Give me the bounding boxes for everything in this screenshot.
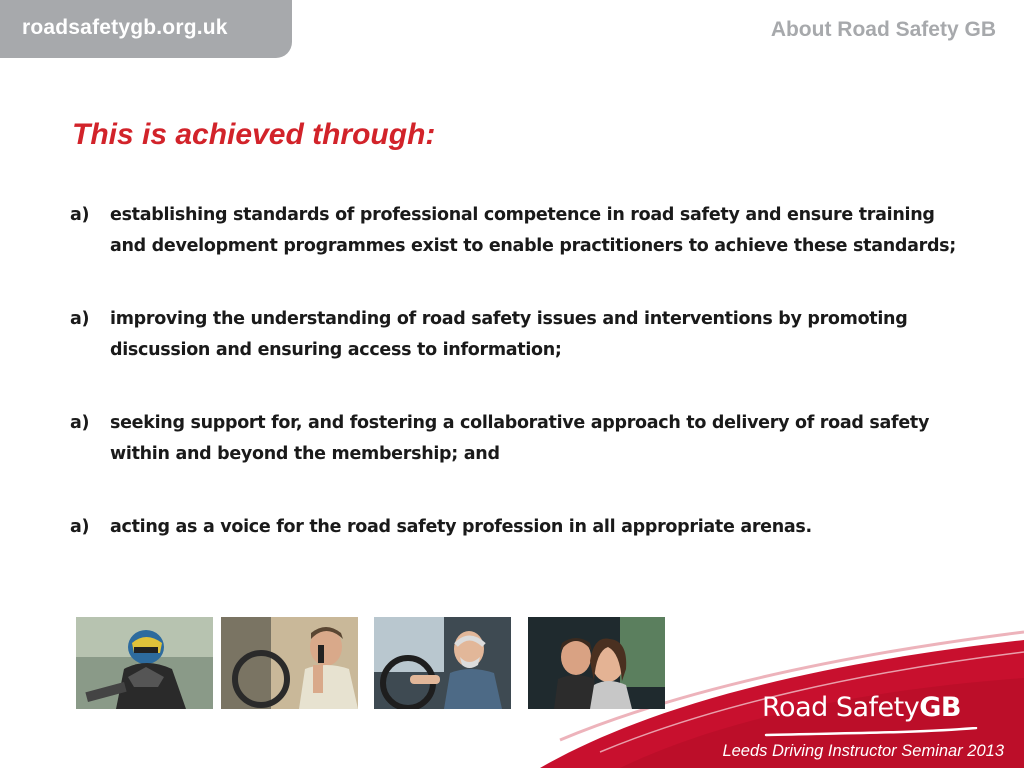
list-marker: a) — [70, 309, 90, 329]
section-title: About Road Safety GB — [770, 18, 996, 41]
list-marker: a) — [70, 517, 90, 537]
list-marker: a) — [70, 205, 90, 225]
list-item-text: establishing standards of professional competence in road safety and ensure training and development programmes exist to enable practitioners to achieve these standards; — [110, 205, 956, 256]
motorcyclist-photo — [76, 617, 213, 709]
footer-event-title: Leeds Driving Instructor Seminar 2013 — [722, 742, 1004, 760]
list-item-text: seeking support for, and fostering a collaborative approach to delivery of road safety within and beyond the membership; and — [110, 413, 930, 464]
older-driver-photo — [374, 617, 511, 709]
list-item-text: improving the understanding of road safety issues and interventions by promoting discussion and ensuring access to information; — [110, 309, 908, 360]
logo-wordmark: Road Safety — [762, 692, 920, 723]
logo-gb: GB — [919, 692, 961, 723]
list-marker: a) — [70, 413, 90, 433]
young-couple-photo — [528, 617, 665, 709]
driver-on-phone-photo — [221, 617, 358, 709]
logo-underline-icon — [764, 727, 978, 737]
slide-heading: This is achieved through: — [72, 118, 436, 151]
road-safety-gb-logo — [762, 692, 961, 723]
site-url: roadsafetygb.org.uk — [22, 16, 228, 39]
list-item-text: acting as a voice for the road safety profession in all appropriate arenas. — [110, 517, 812, 537]
